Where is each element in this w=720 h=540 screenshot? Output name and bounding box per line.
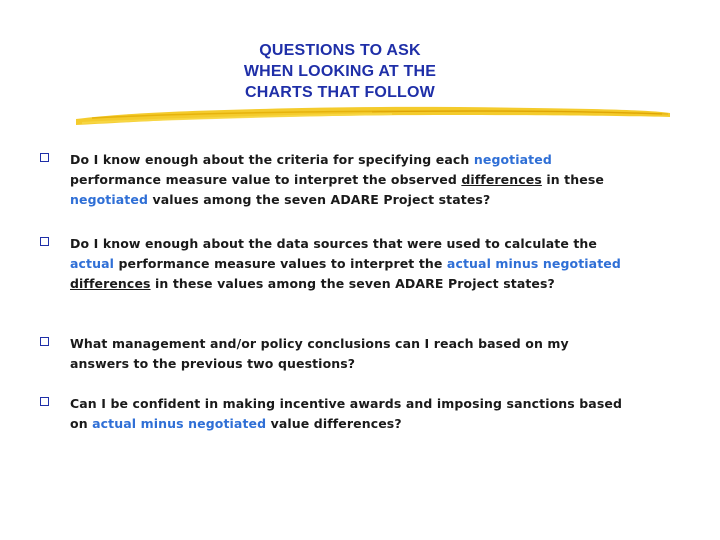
slide-title-line-1: QUESTIONS TO ASK — [259, 42, 421, 59]
question-item — [40, 150, 630, 210]
square-bullet-icon — [40, 337, 49, 346]
slide-title-line-2: WHEN LOOKING AT THE — [243, 63, 437, 80]
question-text: Do I know enough about the data sources that were used to calculate the actual performance measure values to interpret the actual minus negotiated differences in these values among the seven ADARE Project states? — [70, 236, 621, 291]
question-text: Do I know enough about the criteria for specifying each negotiated performance measure value to interpret the observed differences in these negotiated values among the seven ADARE Project states? — [70, 152, 604, 207]
question-item — [40, 394, 630, 434]
question-text: Can I be confident in making incentive awards and imposing sanctions based on actual minus negotiated value differences? — [70, 396, 623, 431]
square-bullet-icon — [40, 153, 49, 162]
slide-title-line-3: CHARTS THAT FOLLOW — [245, 84, 435, 101]
question-item — [40, 234, 630, 294]
square-bullet-icon — [40, 237, 49, 246]
square-bullet-icon — [40, 397, 49, 406]
question-text: What management and/or policy conclusions can I reach based on my answers to the previous two questions? — [70, 336, 569, 371]
question-item — [40, 334, 630, 374]
slide-title — [160, 40, 520, 103]
title-underline-brush-stroke — [72, 102, 672, 128]
